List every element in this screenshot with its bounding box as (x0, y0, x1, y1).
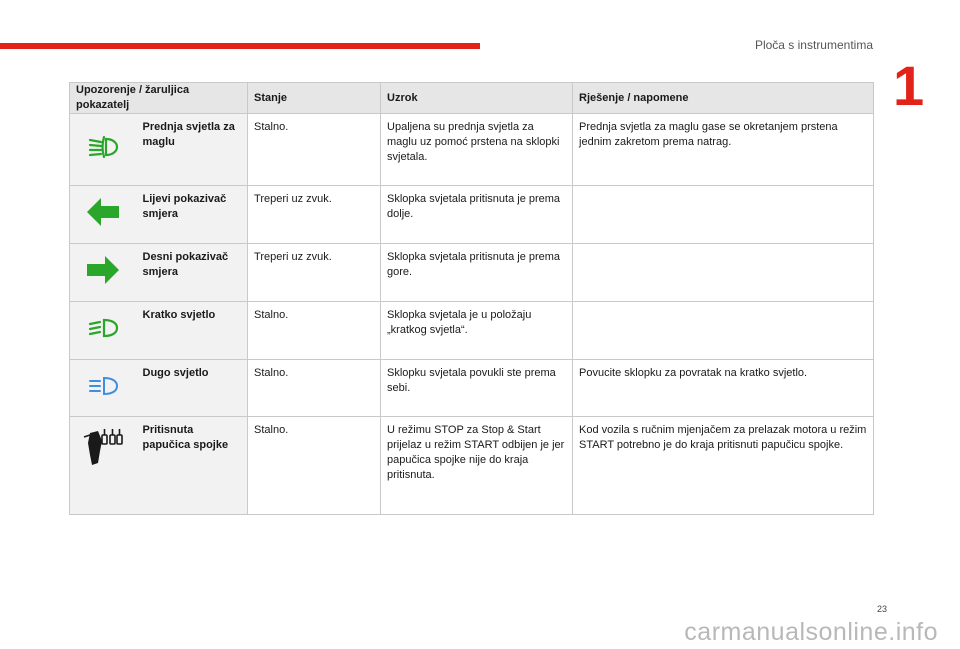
indicator-name: Pritisnuta papučica spojke (137, 417, 248, 515)
solution-cell: Povucite sklopku za povratak na kratko svjetlo. (573, 360, 874, 417)
cause-cell: Sklopku svjetala povukli ste prema sebi. (381, 360, 573, 417)
header-accent-bar (0, 43, 480, 49)
indicator-name: Dugo svjetlo (137, 360, 248, 417)
state-cell: Stalno. (248, 302, 381, 360)
indicator-name: Kratko svjetlo (137, 302, 248, 360)
left-turn-signal-icon (85, 196, 121, 233)
table-row (70, 302, 874, 360)
section-title: Ploča s instrumentima (754, 38, 873, 52)
cause-cell: Upaljena su prednja svjetla za maglu uz pomoć prstena na sklopki svjetala. (381, 114, 573, 186)
cause-cell: U režimu STOP za Stop & Start prijelaz u režim START odbijen je jer papučica spojke nije do kraja pritisnuta. (381, 417, 573, 515)
cause-cell: Sklopka svjetala pritisnuta je prema dolje. (381, 186, 573, 244)
dipped-beam-icon (87, 317, 119, 344)
state-cell: Treperi uz zvuk. (248, 186, 381, 244)
main-beam-icon (87, 375, 119, 402)
solution-cell (573, 244, 874, 302)
table-row (70, 417, 874, 515)
cause-cell: Sklopka svjetala je u položaju „kratkog svjetla“. (381, 302, 573, 360)
state-cell: Treperi uz zvuk. (248, 244, 381, 302)
indicator-name: Prednja svjetla za maglu (137, 114, 248, 186)
table-header-row (70, 83, 874, 114)
header-solution: Rješenje / napomene (573, 83, 874, 114)
header-state: Stanje (248, 83, 381, 114)
solution-cell: Kod vozila s ručnim mjenjačem za prelazak motora u režim START potrebno je do kraja pritisnuti papučicu spojke. (573, 417, 874, 515)
indicator-name: Lijevi pokazivač smjera (137, 186, 248, 244)
state-cell: Stalno. (248, 360, 381, 417)
table-row (70, 186, 874, 244)
chapter-number: 1 (893, 54, 925, 117)
table-row (70, 360, 874, 417)
page-number: 23 (876, 604, 887, 614)
header-indicator: Upozorenje / žaruljica pokazatelj (70, 83, 248, 114)
right-turn-signal-icon (85, 254, 121, 291)
warning-lights-table (69, 82, 874, 515)
clutch-pedal-icon (82, 425, 124, 472)
solution-cell (573, 186, 874, 244)
indicator-name: Desni pokazivač smjera (137, 244, 248, 302)
cause-cell: Sklopka svjetala pritisnuta je prema gore. (381, 244, 573, 302)
solution-cell: Prednja svjetla za maglu gase se okretanjem prstena jednim zakretom prema natrag. (573, 114, 874, 186)
table-row (70, 244, 874, 302)
front-fog-light-icon (87, 134, 119, 165)
state-cell: Stalno. (248, 417, 381, 515)
solution-cell (573, 302, 874, 360)
state-cell: Stalno. (248, 114, 381, 186)
watermark: carmanualsonline.info (684, 618, 938, 646)
table-row (70, 114, 874, 186)
header-cause: Uzrok (381, 83, 573, 114)
